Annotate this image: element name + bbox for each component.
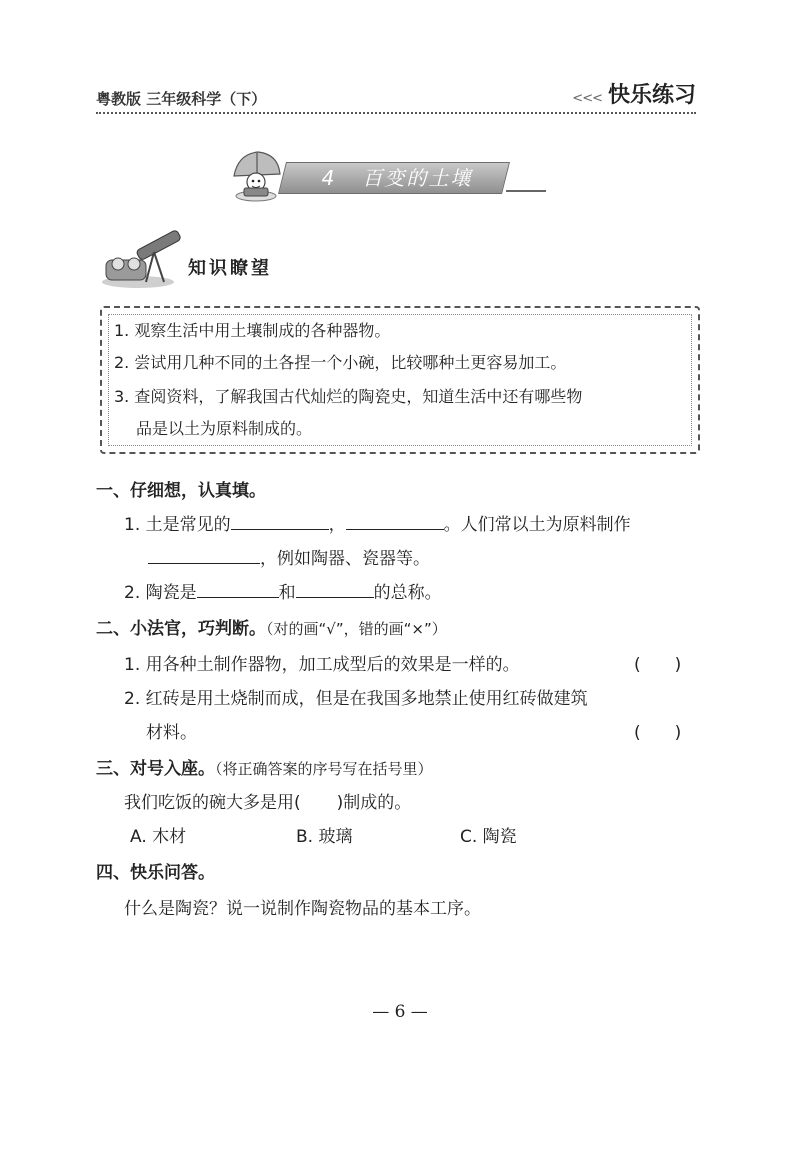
mascot-icon: [228, 148, 284, 204]
page-header: [96, 78, 696, 112]
option-b[interactable]: B. 玻璃: [296, 827, 353, 847]
section-title-text: 三、对号入座。: [96, 759, 215, 779]
lesson-number: 4: [321, 166, 337, 190]
question-text: 的总称。: [373, 583, 442, 603]
book-info: 粤教版 三年级科学（下）: [96, 90, 267, 108]
task-item: 品是以土为原料制成的。: [136, 419, 313, 438]
lesson-banner: [228, 148, 558, 204]
section-note: （将正确答案的序号写在括号里）: [215, 760, 433, 778]
section-note: （对的画“√”，错的画“×”）: [266, 620, 447, 638]
question-text: )制成的。: [336, 793, 412, 813]
question-fill-2: [124, 578, 442, 603]
question-text: ，: [328, 515, 346, 535]
answer-blank[interactable]: [346, 513, 444, 530]
section-title-fill: 一、仔细想，认真填。: [96, 481, 266, 501]
section-title-text: 二、小法官，巧判断。: [96, 619, 266, 639]
question-judge-2-cont: 材料。: [146, 723, 197, 743]
section-title-qa: 四、快乐问答。: [96, 863, 215, 883]
knowledge-title: 知识瞭望: [188, 258, 272, 279]
question-choice: [124, 788, 411, 813]
series-title-text: 快乐练习: [607, 83, 696, 108]
question-fill-1-cont: [148, 544, 430, 569]
page-number: — 6 —: [372, 1002, 428, 1022]
question-text: 。人们常以土为原料制作: [443, 515, 631, 535]
knowledge-heading: [96, 226, 316, 290]
question-qa: 什么是陶瓷？说一说制作陶瓷物品的基本工序。: [124, 899, 481, 919]
lesson-underline: [506, 190, 546, 192]
arrows-decoration: <<<: [572, 91, 602, 106]
question-fill-1: [124, 510, 631, 535]
section-title-judge: [96, 614, 447, 639]
task-item: 1. 观察生活中用土壤制成的各种器物。: [114, 321, 391, 340]
answer-blank[interactable]: [296, 581, 374, 598]
answer-parentheses[interactable]: ( ): [634, 655, 682, 675]
question-judge-2: 2. 红砖是用土烧制而成，但是在我国多地禁止使用红砖做建筑: [124, 689, 588, 709]
answer-blank[interactable]: [231, 513, 329, 530]
answer-blank[interactable]: [148, 547, 260, 564]
option-c[interactable]: C. 陶瓷: [460, 827, 517, 847]
option-a[interactable]: A. 木材: [130, 827, 187, 847]
header-divider: [96, 112, 696, 114]
lesson-name: 百变的土壤: [362, 166, 473, 190]
telescope-icon: [98, 226, 188, 290]
series-title: [572, 78, 696, 109]
question-text: 1. 土是常见的: [124, 515, 231, 535]
question-text: 和: [278, 583, 296, 603]
knowledge-box: [100, 306, 700, 454]
question-text: 我们吃饭的碗大多是用(: [124, 793, 301, 813]
task-item: 3. 查阅资料，了解我国古代灿烂的陶瓷史，知道生活中还有哪些物: [114, 387, 583, 406]
answer-parentheses[interactable]: ( ): [634, 723, 682, 743]
question-text: 2. 陶瓷是: [124, 583, 197, 603]
lesson-title: [292, 164, 502, 194]
task-item: 2. 尝试用几种不同的土各捏一个小碗，比较哪种土更容易加工。: [114, 353, 567, 372]
question-judge-1: 1. 用各种土制作器物，加工成型后的效果是一样的。: [124, 655, 520, 675]
question-text: ，例如陶器、瓷器等。: [260, 549, 430, 569]
section-title-choice: [96, 754, 433, 779]
answer-blank[interactable]: [197, 581, 279, 598]
